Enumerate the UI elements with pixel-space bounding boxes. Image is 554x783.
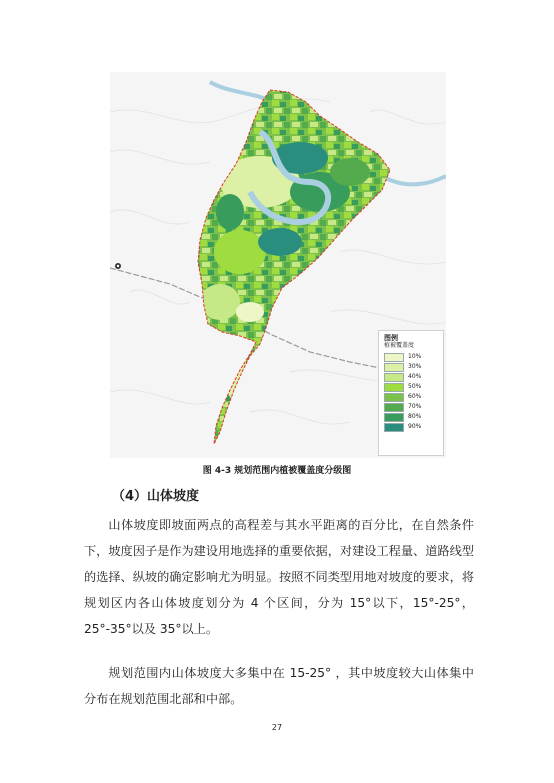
- legend-swatch: [384, 413, 404, 422]
- legend-item: [384, 412, 438, 422]
- legend-label: 30%: [408, 363, 422, 370]
- legend-label: 10%: [408, 353, 422, 360]
- legend-item: [384, 382, 438, 392]
- legend-swatch: [384, 353, 404, 362]
- legend-swatch: [384, 393, 404, 402]
- legend-subtitle: 植被覆盖度: [384, 342, 415, 349]
- legend-item: [384, 352, 438, 362]
- body-paragraph: [84, 512, 474, 642]
- legend-label: 50%: [408, 383, 422, 390]
- figure-caption: 图 4-3 规划范围内植被覆盖度分级图: [202, 466, 352, 476]
- paragraph-text: 规划范围内山体坡度大多集中在 15-25° ，其中坡度较大山体集中分布在规划范围北部和中部。: [84, 666, 474, 706]
- body-paragraph: [84, 660, 474, 712]
- page-number: 27: [271, 723, 283, 732]
- legend-label: 60%: [408, 393, 422, 400]
- legend-item: [384, 372, 438, 382]
- legend-swatch: [384, 363, 404, 372]
- legend-swatch: [384, 373, 404, 382]
- legend-item: [384, 392, 438, 402]
- legend-item: [384, 422, 438, 432]
- legend-swatch: [384, 403, 404, 412]
- section-heading: （4）山体坡度: [112, 489, 200, 504]
- legend-item: [384, 362, 438, 372]
- legend-swatch: [384, 383, 404, 392]
- paragraph-text: 山体坡度即坡面两点的高程差与其水平距离的百分比，在自然条件下，坡度因子是作为建设用地选择的重要依据，对建设工程量、道路线型的选择、纵坡的确定影响尤为明显。按照不同类型用地对坡度的要求，将规划区内各山体坡度划分为 4 个区间，分为 15°以下，15°-25°，25°-35°以及 35°以上。: [84, 518, 474, 636]
- legend-label: 80%: [408, 413, 422, 420]
- legend-label: 70%: [408, 403, 422, 410]
- legend-label: 40%: [408, 373, 422, 380]
- legend-swatch: [384, 423, 404, 432]
- map-legend: [378, 330, 444, 456]
- legend-label: 90%: [408, 423, 422, 430]
- legend-item: [384, 402, 438, 412]
- legend-title: 图例: [384, 334, 398, 342]
